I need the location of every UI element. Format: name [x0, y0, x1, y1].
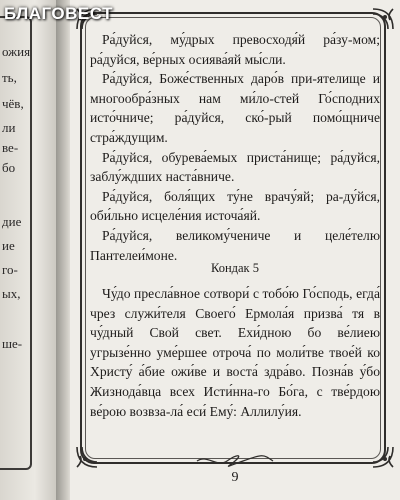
- left-page: [0, 0, 58, 500]
- left-text-fragment: ие: [2, 238, 15, 253]
- kontakion-text: Чу́до пресла́вное сотвори́ с тобо́ю Го́сподь, егда́ чрез служи́теля Своего́ Ермола́я призва́ тя в чу́дный Свой свет. Ехи́дною бо ве́лиею угрызе́нно уме́ршее отроча́ по моли́тве твое́й ко Христу́ а́бие ожи́ве и воста́ здра́во. Позна́в у́бо Жизнода́вца всех Исти́нна-го Бо́га, с тве́рдою ве́рою возвза-ла́ еси́ Ему́: Аллилу́ия.: [90, 286, 380, 419]
- left-text-fragment: ве-: [2, 140, 19, 155]
- left-text-fragment: ых,: [2, 286, 21, 301]
- corner-ornament-icon: [370, 444, 396, 470]
- bottom-flourish-icon: [195, 454, 275, 468]
- page-number: 9: [231, 470, 239, 485]
- left-text-fragment: ть,: [2, 70, 17, 85]
- paragraph: Ра́дуйся, обурева́емых приста́нище; ра́дуйся, заблу́ждших наста́вниче.: [90, 149, 380, 185]
- watermark-logo: БЛАГОВЕСТ: [4, 4, 113, 23]
- left-text-fragment: чёв,: [2, 96, 24, 111]
- paragraph: Ра́дуйся, му́дрых превосходя́й ра́зу-мом; ра́дуйся, ве́рных осиява́яй мы́сли.: [90, 32, 380, 67]
- ikos-text: [90, 30, 380, 265]
- paragraph: Ра́дуйся, великому́чениче и целе́телю Пантелеи́моне.: [90, 227, 380, 263]
- corner-ornament-icon: [370, 6, 396, 32]
- corner-ornament-icon: [74, 444, 100, 470]
- left-text-fragment: ше-: [2, 336, 23, 351]
- left-text-fragment: ли: [2, 120, 16, 135]
- right-page: [70, 0, 400, 500]
- left-text-fragment: го-: [2, 262, 18, 277]
- paragraph: Ра́дуйся, Боже́ственных даро́в при-ятелище и многообра́зных нам ми́ло-стей Го́сподних исто́чниче; ра́дуйся, ско́-рый помо́щниче стра́ждущим.: [90, 71, 380, 145]
- left-text-fragment: дие: [2, 214, 22, 229]
- left-text-fragment: бо: [2, 160, 16, 175]
- kontakion-text-block: [90, 284, 380, 421]
- kontakion-heading: Кондак 5: [210, 261, 259, 275]
- left-text-fragment: ожия: [2, 44, 31, 59]
- paragraph: Ра́дуйся, боля́щих ту́не врачу́яй; ра-ду́йся, оби́льно исцеле́ния источа́яй.: [90, 188, 380, 224]
